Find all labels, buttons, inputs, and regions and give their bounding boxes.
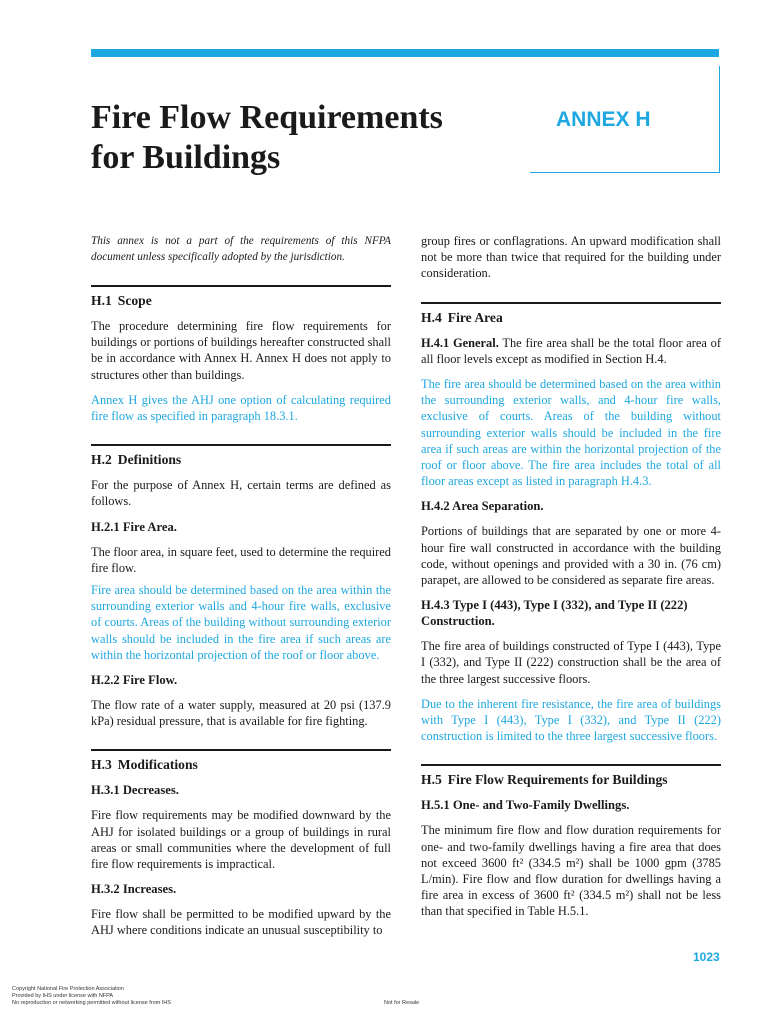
h3-1-paragraph-1: Fire flow requirements may be modified downward by the AHJ for isolated buildings or a group of buildings in rural areas or small communities where the development of full fire flow requirements is impractical. — [91, 808, 391, 872]
annex-label: ANNEX H — [556, 108, 651, 131]
title-line-2: for Buildings — [91, 139, 281, 176]
top-accent-bar — [91, 49, 719, 57]
section-number: H.1 — [91, 293, 112, 308]
title-line-1: Fire Flow Requirements — [91, 99, 443, 136]
section-title: Definitions — [117, 452, 182, 468]
copyright-footer — [12, 986, 171, 1007]
h2-1-paragraph-2: Fire area should be determined based on the area within the surrounding exterior walls and 4-hour fire walls, exclusive of courts. Areas of the building without surrounding exterior walls should be included in the fire area if such areas are within the horizontal projection of the roof or floor above. — [91, 583, 391, 662]
footer-line-1: Copyright National Fire Protection Association — [12, 986, 124, 992]
h5-1-paragraph-1: The minimum fire flow and flow duration requirements for one- and two-family dwellings having a fire area that does not exceed 3600 ft² (334.5 m²) shall be 1000 gpm (3785 L/min). Fire flow and flow duration for dwellings having a fire area in excess of 3600 ft² (334.5 m²) shall not be less than that specified in Table H.5.1. — [421, 823, 721, 919]
h4-1-text: The fire area shall be the total floor area of all floor levels except as modified in Section H.4. — [421, 335, 721, 366]
section-number: H.2 — [91, 452, 112, 468]
h4-2-paragraph-1: Portions of buildings that are separated by one or more 4-hour fire wall constructed in accordance with the building code, without openings and provided with a 30 in. (76 cm) parapet, are allowed to be considered as separate fire areas. — [421, 524, 721, 588]
h4-1-paragraph-2: The fire area should be determined based on the area within the surrounding exterior walls, and 4-hour fire walls, exclusive of courts. Areas of the building without surrounding exterior walls should be included in the fire area if such areas are within the horizontal projection of the roof or floor above. The fire area includes the total of all floor areas except as listed in paragraph H.4.3. — [421, 377, 721, 489]
subsection-h5-1-title: H.5.1 One- and Two-Family Dwellings. — [421, 798, 630, 813]
subsection-h4-1-title: H.4.1 General. — [421, 335, 499, 350]
section-heading-h1 — [91, 293, 391, 309]
left-column — [91, 233, 391, 939]
footer-line-3: No reproduction or networking permitted without license from IHS — [12, 1000, 171, 1006]
h4-1-paragraph-1 — [421, 335, 721, 367]
annex-box-bottom-border — [530, 172, 720, 173]
section-heading-h3 — [91, 757, 391, 773]
subsection-h3-1-title: H.3.1 Decreases. — [91, 783, 179, 798]
h2-1-paragraph-1: The floor area, in square feet, used to determine the required fire flow. — [91, 544, 391, 575]
subsection-h2-1-title: H.2.1 Fire Area. — [91, 519, 177, 534]
section-number: H.3 — [91, 757, 112, 773]
section-number: H.5 — [421, 772, 442, 788]
h4-3-paragraph-2: Due to the inherent fire resistance, the fire area of buildings with Type I (443), Type I (332), and Type II (222) construction is limited to the three largest successive floors. — [421, 696, 721, 744]
h3-2-paragraph-continued: group fires or conflagrations. An upward modification shall not be more than twice that required for the building under consideration. — [421, 234, 721, 281]
section-title: Scope — [117, 293, 152, 308]
right-column — [421, 233, 721, 920]
footer-line-2: Provided by IHS under license with NFPA — [12, 993, 114, 999]
h1-paragraph-2: Annex H gives the AHJ one option of calculating required fire flow as specified in paragraph 18.3.1. — [91, 392, 391, 424]
h2-paragraph-1: For the purpose of Annex H, certain terms are defined as follows. — [91, 478, 391, 509]
section-title: Modifications — [117, 757, 198, 773]
subsection-h2-2-title: H.2.2 Fire Flow. — [91, 673, 178, 688]
section-heading-h4 — [421, 310, 721, 326]
h2-2-paragraph-1: The flow rate of a water supply, measured at 20 psi (137.9 kPa) residual pressure, that is available for fire fighting. — [91, 698, 391, 729]
annex-box-border — [719, 66, 720, 172]
subsection-h4-3-title: H.4.3 Type I (443), Type I (332), and Type II (222) Construction. — [421, 598, 688, 629]
page-number: 1023 — [693, 950, 720, 964]
h4-3-paragraph-1: The fire area of buildings constructed of Type I (443), Type I (332), and Type II (222) construction shall be the area of the three largest successive floors. — [421, 639, 721, 686]
subsection-h3-2-title: H.3.2 Increases. — [91, 882, 177, 897]
section-title: Fire Area — [447, 309, 503, 325]
h1-paragraph-1: The procedure determining fire flow requirements for buildings or portions of buildings hereafter constructed shall be in accordance with Annex H. Annex H does not apply to structures other than buildings. — [91, 319, 391, 382]
subsection-h4-2-title: H.4.2 Area Separation. — [421, 499, 544, 514]
page-title — [91, 98, 443, 178]
section-heading-h5 — [421, 772, 721, 788]
intro-note: This annex is not a part of the requirements of this NFPA document unless specifically adopted by the jurisdiction. — [91, 235, 391, 263]
not-for-resale-note: Not for Resale — [384, 1000, 420, 1006]
section-title: Fire Flow Requirements for Buildings — [447, 772, 668, 788]
section-number: H.4 — [421, 309, 442, 325]
h3-2-paragraph-1: Fire flow shall be permitted to be modified upward by the AHJ where conditions indicate an unusual susceptibility to — [91, 907, 391, 938]
section-heading-h2 — [91, 452, 391, 468]
